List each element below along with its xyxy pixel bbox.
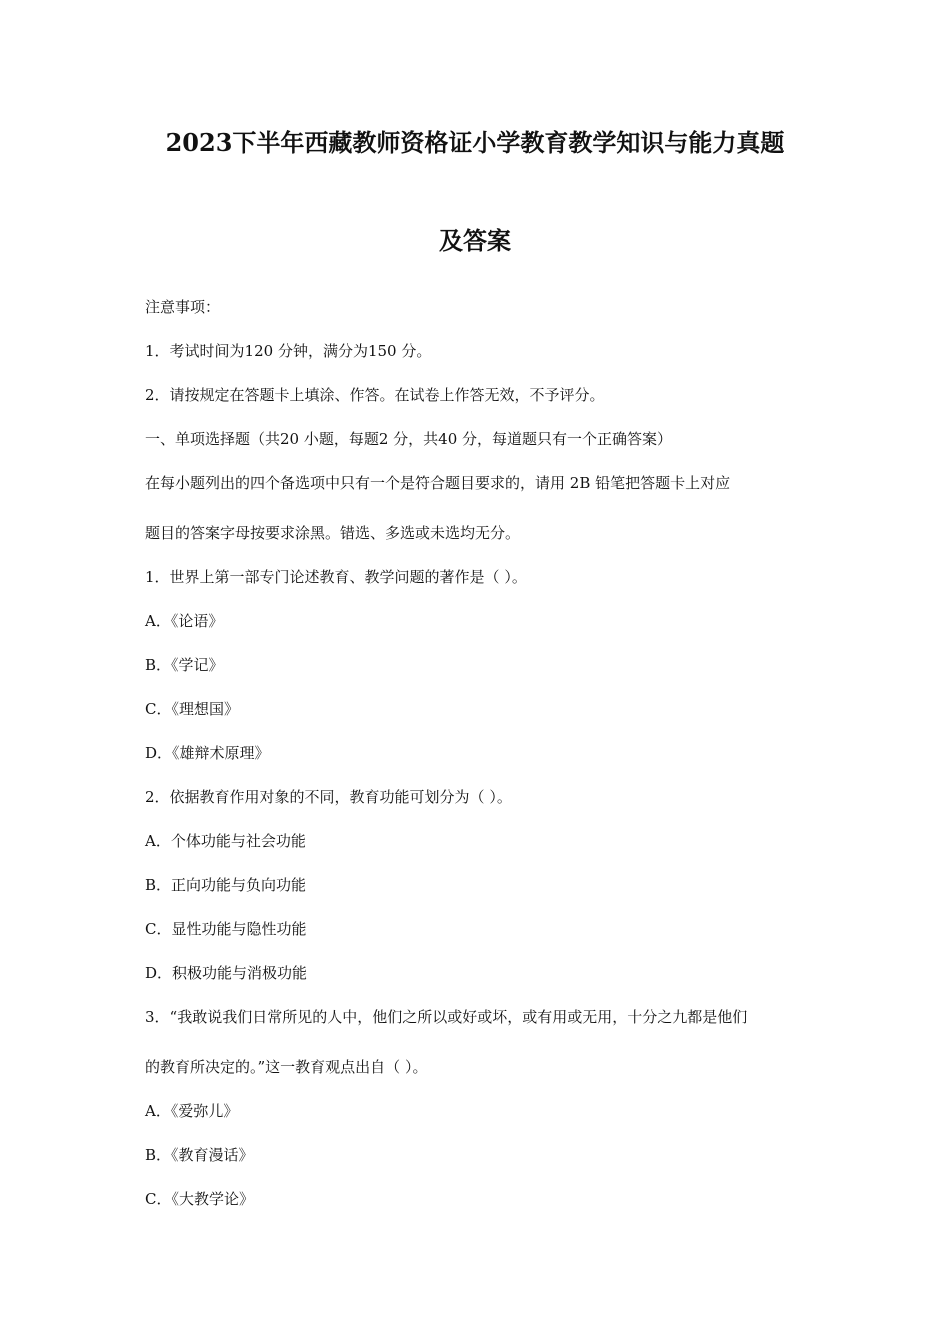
section-heading: 一、单项选择题（共20 小题，每题2 分，共40 分，每道题只有一个正确答案）: [145, 430, 673, 448]
question-1-option-a: A．《论语》: [145, 612, 224, 630]
note-item: 1．考试时间为120 分钟，满分为150 分。: [145, 342, 432, 360]
question-2-option-a: A．个体功能与社会功能: [145, 832, 306, 850]
document-title-line-2: 及答案: [439, 226, 511, 255]
section-instructions-line: 在每小题列出的四个备选项中只有一个是符合题目要求的，请用 2B 铅笔把答题卡上对应: [145, 474, 731, 492]
question-1-stem: 1．世界上第一部专门论述教育、教学问题的著作是（ ）。: [145, 568, 527, 586]
question-2-option-b: B．正向功能与负向功能: [145, 876, 307, 894]
question-2-option-d: D．积极功能与消极功能: [145, 964, 308, 982]
document-title-line-1: 2023下半年西藏教师资格证小学教育教学知识与能力真题: [165, 128, 785, 157]
note-item: 2．请按规定在答题卡上填涂、作答。在试卷上作答无效，不予评分。: [145, 386, 605, 404]
notes-heading: 注意事项：: [145, 298, 221, 316]
question-3-stem-line-2: 的教育所决定的。”这一教育观点出自（ ）。: [145, 1058, 428, 1076]
question-3-stem-line-1: 3．“我敢说我们日常所见的人中，他们之所以或好或坏，或有用或无用，十分之九都是他们: [145, 1008, 748, 1026]
question-3-option-a: A．《爱弥儿》: [145, 1102, 239, 1120]
question-1-option-b: B．《学记》: [145, 656, 224, 674]
question-3-option-c: C．《大教学论》: [145, 1190, 254, 1208]
question-1-option-c: C．《理想国》: [145, 700, 239, 718]
section-instructions-line: 题目的答案字母按要求涂黑。错选、多选或未选均无分。: [145, 524, 521, 542]
question-2-stem: 2．依据教育作用对象的不同，教育功能可划分为（ ）。: [145, 788, 512, 806]
question-2-option-c: C．显性功能与隐性功能: [145, 920, 307, 938]
question-1-option-d: D．《雄辩术原理》: [145, 744, 270, 762]
question-3-option-b: B．《教育漫话》: [145, 1146, 254, 1164]
